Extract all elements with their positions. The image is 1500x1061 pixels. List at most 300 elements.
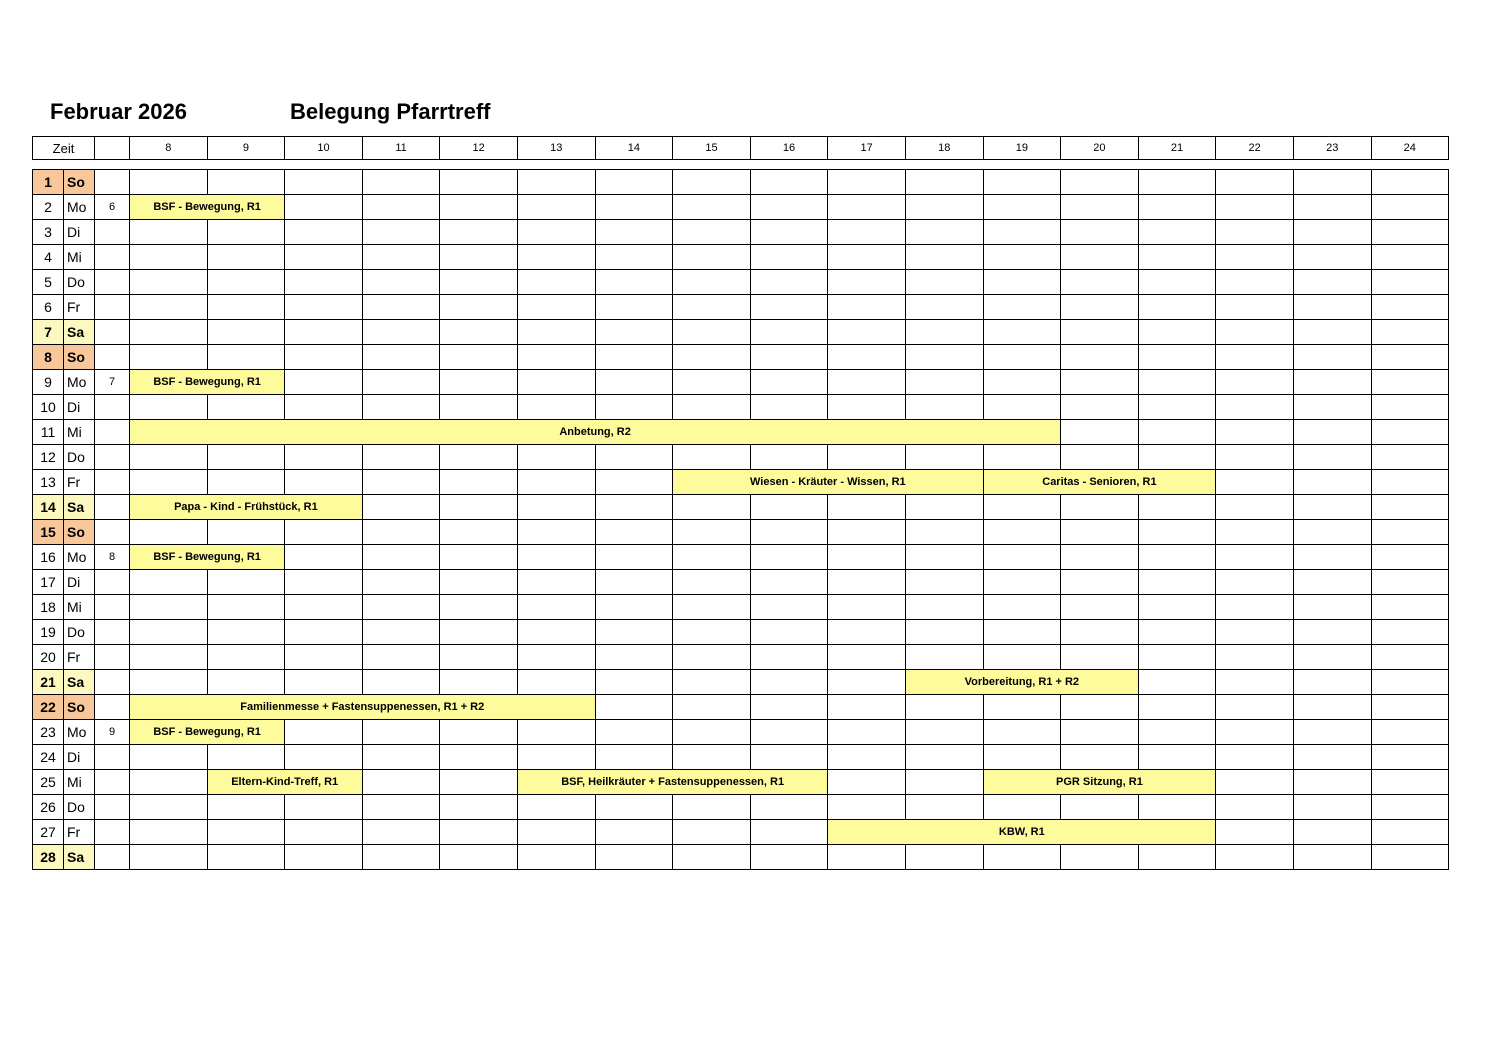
hour-slot[interactable]: [673, 295, 751, 320]
hour-slot[interactable]: [1138, 170, 1216, 195]
hour-slot[interactable]: [362, 770, 440, 795]
hour-slot[interactable]: [595, 595, 673, 620]
hour-slot[interactable]: [1293, 445, 1371, 470]
hour-slot[interactable]: [207, 645, 285, 670]
hour-slot[interactable]: [673, 495, 751, 520]
hour-slot[interactable]: [983, 645, 1061, 670]
hour-slot[interactable]: [905, 445, 983, 470]
hour-slot[interactable]: [207, 570, 285, 595]
hour-slot[interactable]: [983, 595, 1061, 620]
hour-slot[interactable]: [595, 695, 673, 720]
hour-slot[interactable]: [517, 570, 595, 595]
hour-slot[interactable]: [362, 295, 440, 320]
hour-slot[interactable]: [828, 520, 906, 545]
hour-slot[interactable]: [750, 320, 828, 345]
hour-slot[interactable]: [285, 545, 363, 570]
hour-slot[interactable]: [1216, 470, 1294, 495]
hour-slot[interactable]: [595, 245, 673, 270]
hour-slot[interactable]: [828, 595, 906, 620]
hour-slot[interactable]: [130, 745, 208, 770]
hour-slot[interactable]: [1061, 345, 1139, 370]
hour-slot[interactable]: [362, 395, 440, 420]
hour-slot[interactable]: [517, 320, 595, 345]
hour-slot[interactable]: [440, 395, 518, 420]
hour-slot[interactable]: [362, 570, 440, 595]
hour-slot[interactable]: [130, 445, 208, 470]
hour-slot[interactable]: [983, 370, 1061, 395]
hour-slot[interactable]: [285, 345, 363, 370]
hour-slot[interactable]: [673, 520, 751, 545]
hour-slot[interactable]: [828, 345, 906, 370]
hour-slot[interactable]: [750, 670, 828, 695]
hour-slot[interactable]: [362, 220, 440, 245]
hour-slot[interactable]: [905, 845, 983, 870]
hour-slot[interactable]: [750, 695, 828, 720]
hour-slot[interactable]: [983, 495, 1061, 520]
hour-slot[interactable]: [207, 595, 285, 620]
hour-slot[interactable]: [595, 745, 673, 770]
hour-slot[interactable]: [362, 195, 440, 220]
hour-slot[interactable]: [1061, 370, 1139, 395]
hour-slot[interactable]: [1371, 345, 1449, 370]
hour-slot[interactable]: [1293, 320, 1371, 345]
hour-slot[interactable]: [750, 495, 828, 520]
hour-slot[interactable]: [1216, 770, 1294, 795]
hour-slot[interactable]: [828, 720, 906, 745]
hour-slot[interactable]: [285, 520, 363, 545]
hour-slot[interactable]: [595, 495, 673, 520]
hour-slot[interactable]: [983, 395, 1061, 420]
hour-slot[interactable]: [362, 595, 440, 620]
hour-slot[interactable]: [440, 645, 518, 670]
hour-slot[interactable]: [285, 295, 363, 320]
hour-slot[interactable]: [207, 270, 285, 295]
hour-slot[interactable]: [828, 295, 906, 320]
hour-slot[interactable]: [1293, 620, 1371, 645]
hour-slot[interactable]: [983, 745, 1061, 770]
hour-slot[interactable]: [362, 370, 440, 395]
hour-slot[interactable]: [130, 395, 208, 420]
hour-slot[interactable]: [595, 295, 673, 320]
hour-slot[interactable]: [1216, 420, 1294, 445]
hour-slot[interactable]: [517, 345, 595, 370]
hour-slot[interactable]: [983, 195, 1061, 220]
hour-slot[interactable]: [440, 195, 518, 220]
hour-slot[interactable]: [595, 445, 673, 470]
hour-slot[interactable]: [517, 670, 595, 695]
hour-slot[interactable]: [905, 545, 983, 570]
hour-slot[interactable]: [905, 695, 983, 720]
hour-slot[interactable]: [130, 770, 208, 795]
hour-slot[interactable]: [285, 220, 363, 245]
hour-slot[interactable]: [517, 370, 595, 395]
hour-slot[interactable]: [905, 245, 983, 270]
hour-slot[interactable]: [1138, 370, 1216, 395]
hour-slot[interactable]: [828, 695, 906, 720]
hour-slot[interactable]: [130, 170, 208, 195]
hour-slot[interactable]: [440, 495, 518, 520]
hour-slot[interactable]: [1371, 320, 1449, 345]
hour-slot[interactable]: [285, 270, 363, 295]
hour-slot[interactable]: [285, 470, 363, 495]
hour-slot[interactable]: [1216, 545, 1294, 570]
hour-slot[interactable]: [130, 245, 208, 270]
hour-slot[interactable]: [285, 245, 363, 270]
hour-slot[interactable]: [1216, 245, 1294, 270]
hour-slot[interactable]: [1216, 170, 1294, 195]
hour-slot[interactable]: [517, 820, 595, 845]
hour-slot[interactable]: [673, 195, 751, 220]
hour-slot[interactable]: [1293, 745, 1371, 770]
hour-slot[interactable]: [673, 570, 751, 595]
hour-slot[interactable]: [440, 620, 518, 645]
hour-slot[interactable]: [1216, 195, 1294, 220]
hour-slot[interactable]: [207, 295, 285, 320]
hour-slot[interactable]: [130, 220, 208, 245]
hour-slot[interactable]: [1371, 795, 1449, 820]
hour-slot[interactable]: [1293, 595, 1371, 620]
hour-slot[interactable]: [905, 345, 983, 370]
hour-slot[interactable]: [828, 645, 906, 670]
hour-slot[interactable]: [1138, 795, 1216, 820]
hour-slot[interactable]: [285, 445, 363, 470]
hour-slot[interactable]: [130, 645, 208, 670]
hour-slot[interactable]: [750, 545, 828, 570]
booking-event[interactable]: KBW, R1: [828, 820, 1216, 845]
hour-slot[interactable]: [517, 220, 595, 245]
hour-slot[interactable]: [673, 370, 751, 395]
hour-slot[interactable]: [207, 470, 285, 495]
hour-slot[interactable]: [828, 620, 906, 645]
hour-slot[interactable]: [828, 245, 906, 270]
hour-slot[interactable]: [1293, 245, 1371, 270]
hour-slot[interactable]: [828, 370, 906, 395]
hour-slot[interactable]: [750, 220, 828, 245]
hour-slot[interactable]: [828, 570, 906, 595]
hour-slot[interactable]: [1371, 270, 1449, 295]
hour-slot[interactable]: [1371, 745, 1449, 770]
hour-slot[interactable]: [1061, 220, 1139, 245]
hour-slot[interactable]: [595, 345, 673, 370]
hour-slot[interactable]: [1216, 495, 1294, 520]
hour-slot[interactable]: [440, 445, 518, 470]
hour-slot[interactable]: [1138, 220, 1216, 245]
hour-slot[interactable]: [130, 470, 208, 495]
hour-slot[interactable]: [905, 770, 983, 795]
hour-slot[interactable]: [130, 845, 208, 870]
hour-slot[interactable]: [983, 445, 1061, 470]
hour-slot[interactable]: [1293, 845, 1371, 870]
hour-slot[interactable]: [207, 670, 285, 695]
hour-slot[interactable]: [1216, 645, 1294, 670]
hour-slot[interactable]: [673, 695, 751, 720]
hour-slot[interactable]: [595, 620, 673, 645]
booking-event[interactable]: BSF - Bewegung, R1: [130, 545, 285, 570]
hour-slot[interactable]: [750, 395, 828, 420]
hour-slot[interactable]: [1371, 720, 1449, 745]
hour-slot[interactable]: [1293, 195, 1371, 220]
hour-slot[interactable]: [440, 345, 518, 370]
hour-slot[interactable]: [362, 320, 440, 345]
hour-slot[interactable]: [828, 770, 906, 795]
hour-slot[interactable]: [905, 645, 983, 670]
hour-slot[interactable]: [828, 495, 906, 520]
hour-slot[interactable]: [440, 545, 518, 570]
hour-slot[interactable]: [905, 620, 983, 645]
hour-slot[interactable]: [1216, 270, 1294, 295]
booking-event[interactable]: Familienmesse + Fastensuppenessen, R1 + R2: [130, 695, 596, 720]
hour-slot[interactable]: [362, 445, 440, 470]
hour-slot[interactable]: [595, 395, 673, 420]
hour-slot[interactable]: [285, 795, 363, 820]
hour-slot[interactable]: [440, 245, 518, 270]
hour-slot[interactable]: [905, 370, 983, 395]
hour-slot[interactable]: [595, 270, 673, 295]
hour-slot[interactable]: [285, 195, 363, 220]
hour-slot[interactable]: [130, 595, 208, 620]
hour-slot[interactable]: [673, 320, 751, 345]
hour-slot[interactable]: [983, 320, 1061, 345]
hour-slot[interactable]: [1371, 845, 1449, 870]
hour-slot[interactable]: [1371, 170, 1449, 195]
hour-slot[interactable]: [440, 720, 518, 745]
hour-slot[interactable]: [1138, 445, 1216, 470]
hour-slot[interactable]: [1216, 570, 1294, 595]
hour-slot[interactable]: [285, 645, 363, 670]
hour-slot[interactable]: [362, 670, 440, 695]
hour-slot[interactable]: [673, 820, 751, 845]
hour-slot[interactable]: [1216, 370, 1294, 395]
hour-slot[interactable]: [828, 395, 906, 420]
hour-slot[interactable]: [1293, 795, 1371, 820]
hour-slot[interactable]: [207, 395, 285, 420]
hour-slot[interactable]: [517, 445, 595, 470]
hour-slot[interactable]: [517, 195, 595, 220]
hour-slot[interactable]: [673, 170, 751, 195]
hour-slot[interactable]: [1216, 670, 1294, 695]
hour-slot[interactable]: [1293, 670, 1371, 695]
hour-slot[interactable]: [362, 545, 440, 570]
hour-slot[interactable]: [750, 345, 828, 370]
hour-slot[interactable]: [750, 795, 828, 820]
hour-slot[interactable]: [828, 220, 906, 245]
hour-slot[interactable]: [362, 345, 440, 370]
hour-slot[interactable]: [207, 520, 285, 545]
hour-slot[interactable]: [285, 745, 363, 770]
hour-slot[interactable]: [1371, 420, 1449, 445]
hour-slot[interactable]: [440, 270, 518, 295]
hour-slot[interactable]: [130, 820, 208, 845]
hour-slot[interactable]: [517, 470, 595, 495]
hour-slot[interactable]: [1138, 670, 1216, 695]
hour-slot[interactable]: [828, 195, 906, 220]
hour-slot[interactable]: [595, 720, 673, 745]
hour-slot[interactable]: [440, 820, 518, 845]
hour-slot[interactable]: [1061, 420, 1139, 445]
hour-slot[interactable]: [905, 595, 983, 620]
booking-event[interactable]: Vorbereitung, R1 + R2: [905, 670, 1138, 695]
hour-slot[interactable]: [517, 495, 595, 520]
hour-slot[interactable]: [1061, 170, 1139, 195]
hour-slot[interactable]: [207, 345, 285, 370]
hour-slot[interactable]: [1371, 520, 1449, 545]
hour-slot[interactable]: [828, 745, 906, 770]
hour-slot[interactable]: [750, 570, 828, 595]
hour-slot[interactable]: [1371, 645, 1449, 670]
hour-slot[interactable]: [1216, 620, 1294, 645]
hour-slot[interactable]: [673, 395, 751, 420]
hour-slot[interactable]: [1293, 770, 1371, 795]
hour-slot[interactable]: [595, 670, 673, 695]
hour-slot[interactable]: [595, 570, 673, 595]
hour-slot[interactable]: [750, 645, 828, 670]
hour-slot[interactable]: [673, 220, 751, 245]
hour-slot[interactable]: [1293, 220, 1371, 245]
hour-slot[interactable]: [1216, 695, 1294, 720]
hour-slot[interactable]: [1371, 570, 1449, 595]
hour-slot[interactable]: [750, 295, 828, 320]
hour-slot[interactable]: [595, 645, 673, 670]
hour-slot[interactable]: [130, 345, 208, 370]
booking-event[interactable]: PGR Sitzung, R1: [983, 770, 1216, 795]
hour-slot[interactable]: [905, 570, 983, 595]
hour-slot[interactable]: [595, 170, 673, 195]
hour-slot[interactable]: [362, 795, 440, 820]
hour-slot[interactable]: [285, 370, 363, 395]
hour-slot[interactable]: [750, 370, 828, 395]
hour-slot[interactable]: [905, 720, 983, 745]
booking-event[interactable]: BSF - Bewegung, R1: [130, 720, 285, 745]
hour-slot[interactable]: [440, 295, 518, 320]
hour-slot[interactable]: [905, 195, 983, 220]
hour-slot[interactable]: [673, 670, 751, 695]
hour-slot[interactable]: [828, 545, 906, 570]
hour-slot[interactable]: [1138, 845, 1216, 870]
hour-slot[interactable]: [362, 620, 440, 645]
hour-slot[interactable]: [1138, 695, 1216, 720]
hour-slot[interactable]: [1371, 295, 1449, 320]
hour-slot[interactable]: [285, 170, 363, 195]
hour-slot[interactable]: [1216, 745, 1294, 770]
hour-slot[interactable]: [1138, 545, 1216, 570]
booking-event[interactable]: BSF - Bewegung, R1: [130, 195, 285, 220]
hour-slot[interactable]: [440, 570, 518, 595]
hour-slot[interactable]: [673, 620, 751, 645]
hour-slot[interactable]: [517, 795, 595, 820]
hour-slot[interactable]: [207, 745, 285, 770]
hour-slot[interactable]: [828, 795, 906, 820]
hour-slot[interactable]: [1138, 520, 1216, 545]
hour-slot[interactable]: [983, 220, 1061, 245]
hour-slot[interactable]: [362, 720, 440, 745]
booking-event[interactable]: BSF, Heilkräuter + Fastensuppenessen, R1: [517, 770, 827, 795]
hour-slot[interactable]: [207, 845, 285, 870]
hour-slot[interactable]: [1138, 620, 1216, 645]
hour-slot[interactable]: [595, 820, 673, 845]
hour-slot[interactable]: [1371, 545, 1449, 570]
hour-slot[interactable]: [1061, 695, 1139, 720]
hour-slot[interactable]: [1138, 420, 1216, 445]
hour-slot[interactable]: [1293, 820, 1371, 845]
hour-slot[interactable]: [673, 845, 751, 870]
hour-slot[interactable]: [673, 795, 751, 820]
hour-slot[interactable]: [1293, 420, 1371, 445]
hour-slot[interactable]: [1216, 295, 1294, 320]
hour-slot[interactable]: [1138, 720, 1216, 745]
hour-slot[interactable]: [1216, 720, 1294, 745]
hour-slot[interactable]: [362, 170, 440, 195]
hour-slot[interactable]: [285, 845, 363, 870]
hour-slot[interactable]: [1138, 495, 1216, 520]
hour-slot[interactable]: [905, 220, 983, 245]
hour-slot[interactable]: [517, 395, 595, 420]
hour-slot[interactable]: [1371, 220, 1449, 245]
hour-slot[interactable]: [595, 795, 673, 820]
hour-slot[interactable]: [207, 245, 285, 270]
hour-slot[interactable]: [440, 520, 518, 545]
hour-slot[interactable]: [1293, 720, 1371, 745]
hour-slot[interactable]: [828, 445, 906, 470]
hour-slot[interactable]: [1293, 470, 1371, 495]
hour-slot[interactable]: [285, 395, 363, 420]
hour-slot[interactable]: [905, 745, 983, 770]
hour-slot[interactable]: [750, 170, 828, 195]
hour-slot[interactable]: [1216, 795, 1294, 820]
booking-event[interactable]: Eltern-Kind-Treff, R1: [207, 770, 362, 795]
hour-slot[interactable]: [983, 570, 1061, 595]
hour-slot[interactable]: [983, 695, 1061, 720]
hour-slot[interactable]: [1138, 645, 1216, 670]
hour-slot[interactable]: [1371, 495, 1449, 520]
hour-slot[interactable]: [1293, 545, 1371, 570]
hour-slot[interactable]: [1061, 270, 1139, 295]
hour-slot[interactable]: [595, 370, 673, 395]
hour-slot[interactable]: [362, 470, 440, 495]
hour-slot[interactable]: [905, 295, 983, 320]
hour-slot[interactable]: [1216, 320, 1294, 345]
hour-slot[interactable]: [905, 270, 983, 295]
hour-slot[interactable]: [1293, 395, 1371, 420]
hour-slot[interactable]: [207, 220, 285, 245]
hour-slot[interactable]: [362, 845, 440, 870]
hour-slot[interactable]: [207, 170, 285, 195]
hour-slot[interactable]: [595, 220, 673, 245]
hour-slot[interactable]: [440, 745, 518, 770]
hour-slot[interactable]: [750, 445, 828, 470]
hour-slot[interactable]: [285, 620, 363, 645]
hour-slot[interactable]: [207, 445, 285, 470]
hour-slot[interactable]: [1216, 220, 1294, 245]
hour-slot[interactable]: [1138, 295, 1216, 320]
hour-slot[interactable]: [1216, 820, 1294, 845]
hour-slot[interactable]: [1061, 245, 1139, 270]
hour-slot[interactable]: [750, 620, 828, 645]
hour-slot[interactable]: [1061, 495, 1139, 520]
hour-slot[interactable]: [1061, 395, 1139, 420]
hour-slot[interactable]: [828, 845, 906, 870]
hour-slot[interactable]: [517, 645, 595, 670]
hour-slot[interactable]: [207, 320, 285, 345]
hour-slot[interactable]: [285, 670, 363, 695]
hour-slot[interactable]: [595, 320, 673, 345]
hour-slot[interactable]: [1061, 195, 1139, 220]
hour-slot[interactable]: [362, 245, 440, 270]
hour-slot[interactable]: [517, 520, 595, 545]
hour-slot[interactable]: [1216, 345, 1294, 370]
hour-slot[interactable]: [1371, 595, 1449, 620]
booking-event[interactable]: BSF - Bewegung, R1: [130, 370, 285, 395]
hour-slot[interactable]: [1061, 620, 1139, 645]
